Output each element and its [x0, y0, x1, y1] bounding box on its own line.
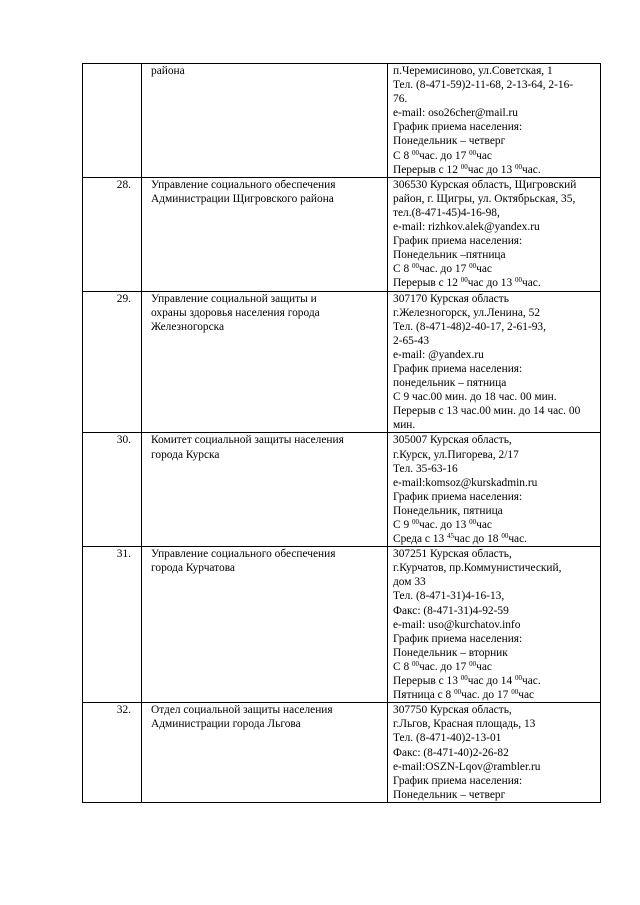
- contact-text: e-mail:komsoz@kurskadmin.ru: [393, 476, 538, 489]
- agency-name-line: Управление социального обеспечения: [151, 548, 336, 561]
- contact-text: С 8: [393, 149, 412, 162]
- contact-line: [393, 334, 597, 348]
- contact-text: Среда с 13: [393, 533, 448, 546]
- agency-name-cell: [142, 433, 388, 547]
- contact-line: [393, 760, 597, 774]
- contact-line: [393, 404, 597, 418]
- contact-info-cell: [388, 703, 601, 803]
- contact-line: [393, 192, 597, 206]
- contact-line: [393, 390, 597, 404]
- agency-name-cell: [142, 291, 388, 433]
- agency-name-cell: [142, 64, 388, 178]
- contact-text: График приема населения:: [393, 235, 523, 248]
- agency-name-line: Железногорска: [151, 320, 225, 333]
- minutes-superscript: 00: [469, 262, 477, 271]
- contact-text: 307251 Курская область,: [393, 548, 512, 561]
- contact-line: [393, 490, 597, 504]
- minutes-superscript: 00: [469, 659, 477, 668]
- contact-line: [393, 178, 597, 192]
- contact-text: Тел. (8-471-59)2-11-68, 2-13-64, 2-16-: [393, 79, 574, 92]
- contact-text: час: [476, 263, 492, 276]
- contact-line: [393, 589, 597, 603]
- agency-name-cell: [142, 703, 388, 803]
- contact-text: тел.(8-471-45)4-16-98,: [393, 206, 500, 219]
- contact-text: e-mail: @yandex.ru: [393, 348, 484, 361]
- contact-text: С 8: [393, 660, 412, 673]
- contact-line: [393, 717, 597, 731]
- contact-text: Тел. (8-471-31)4-16-13,: [393, 590, 505, 603]
- row-number: [83, 64, 142, 178]
- contact-text: График приема населения:: [393, 121, 523, 134]
- minutes-superscript: 00: [412, 262, 419, 271]
- table-row: [83, 433, 601, 547]
- contact-text: час. до 17: [461, 689, 512, 702]
- minutes-superscript: 00: [515, 674, 523, 683]
- contact-text: час. до 17: [419, 660, 470, 673]
- social-services-table: [82, 63, 601, 803]
- contact-text: час.: [522, 163, 541, 176]
- contact-text: понедельник – пятница: [393, 377, 507, 390]
- minutes-superscript: 00: [501, 532, 509, 541]
- contact-line: [393, 220, 597, 234]
- contact-text: час до 13: [467, 277, 516, 290]
- table-row: [83, 703, 601, 803]
- contact-line: [393, 518, 597, 532]
- contact-line: [393, 306, 597, 320]
- minutes-superscript: 00: [469, 148, 477, 157]
- contact-text: Перерыв с 12: [393, 277, 461, 290]
- contact-line: [393, 448, 597, 462]
- agency-name-line: Комитет социальной защиты населения: [151, 434, 344, 447]
- agency-name-line: Управление социального обеспечения: [151, 178, 336, 191]
- table-row: [83, 291, 601, 433]
- contact-text: час до 13: [467, 163, 516, 176]
- contact-line: [393, 746, 597, 760]
- contact-line: [393, 92, 597, 106]
- contact-text: 76.: [393, 93, 408, 106]
- contact-line: [393, 774, 597, 788]
- contact-text: час: [476, 519, 492, 531]
- contact-line: [393, 532, 597, 546]
- contact-text: Факс: (8-471-40)2-26-82: [393, 746, 509, 759]
- contact-line: [393, 234, 597, 248]
- contact-line: [393, 674, 597, 688]
- contact-line: [393, 78, 597, 92]
- contact-line: [393, 660, 597, 674]
- contact-text: График приема населения:: [393, 490, 523, 503]
- contact-line: [393, 575, 597, 589]
- table-row: [83, 64, 601, 178]
- contact-text: район, г. Щигры, ул. Октябрьская, 35,: [393, 192, 576, 205]
- agency-name-line: Отдел социальной защиты населения: [151, 704, 333, 717]
- contact-text: 307750 Курская область,: [393, 704, 512, 717]
- contact-text: г.Курчатов, пр.Коммунистический,: [393, 562, 562, 575]
- minutes-superscript: 00: [460, 276, 468, 285]
- contact-line: [393, 262, 597, 276]
- row-number: 28.: [83, 177, 142, 291]
- contact-text: п.Черемисиново, ул.Советская, 1: [393, 65, 553, 77]
- contact-line: [393, 276, 597, 290]
- table-body: [83, 64, 601, 803]
- contact-text: мин.: [393, 419, 416, 432]
- row-number: 31.: [83, 547, 142, 703]
- contact-line: [393, 206, 597, 220]
- contact-line: [393, 646, 597, 660]
- contact-info-cell: [388, 64, 601, 178]
- contact-text: Понедельник – вторник: [393, 646, 508, 659]
- agency-name-line: охраны здоровья населения города: [151, 306, 320, 319]
- minutes-superscript: 00: [515, 276, 523, 285]
- contact-text: e-mail: oso26cher@mail.ru: [393, 107, 518, 120]
- contact-info-cell: [388, 547, 601, 703]
- contact-text: час: [476, 149, 492, 162]
- row-number: 30.: [83, 433, 142, 547]
- contact-text: С 9: [393, 519, 412, 531]
- contact-text: час: [518, 689, 535, 702]
- minutes-superscript: 00: [412, 518, 419, 526]
- contact-text: С 9 час.00 мин. до 18 час. 00 мин.: [393, 391, 557, 404]
- contact-line: [393, 348, 597, 362]
- contact-line: [393, 120, 597, 134]
- contact-line: [393, 433, 597, 447]
- contact-line: [393, 248, 597, 262]
- contact-text: 306530 Курская область, Щигровский: [393, 178, 577, 191]
- contact-text: e-mail:OSZN-Lqov@rambler.ru: [393, 760, 541, 773]
- agency-name-line: района: [151, 65, 185, 77]
- contact-text: Тел. 35-63-16: [393, 462, 458, 475]
- contact-text: Понедельник, пятница: [393, 504, 503, 517]
- minutes-superscript: 00: [511, 688, 519, 697]
- contact-line: [393, 64, 597, 78]
- minutes-superscript: 00: [454, 688, 462, 697]
- contact-text: 2-65-43: [393, 334, 430, 347]
- contact-text: e-mail: rizhkov.alek@yandex.ru: [393, 221, 540, 234]
- contact-text: Понедельник – четверг: [393, 135, 506, 148]
- contact-line: [393, 703, 597, 717]
- contact-line: [393, 362, 597, 376]
- contact-text: час до 18: [454, 533, 502, 546]
- agency-name-line: Администрации города Льгова: [151, 718, 301, 731]
- contact-text: Понедельник –пятница: [393, 249, 506, 262]
- contact-text: Перерыв с 13: [393, 675, 461, 688]
- minutes-superscript: 00: [469, 518, 477, 526]
- contact-info-cell: [388, 433, 601, 547]
- contact-line: [393, 504, 597, 518]
- contact-line: [393, 149, 597, 163]
- contact-text: час.: [522, 675, 541, 688]
- agency-name-line: города Курска: [151, 448, 220, 461]
- contact-text: Перерыв с 13 час.00 мин. до 14 час. 00: [393, 405, 581, 418]
- contact-line: [393, 376, 597, 390]
- contact-info-cell: [388, 177, 601, 291]
- contact-line: [393, 320, 597, 334]
- agency-name-line: города Курчатова: [151, 562, 235, 575]
- contact-text: Пятница с 8: [393, 689, 455, 702]
- agency-name-cell: [142, 177, 388, 291]
- contact-text: С 8: [393, 263, 412, 276]
- minutes-superscript: 00: [515, 162, 523, 171]
- contact-text: 305007 Курская область,: [393, 434, 512, 447]
- agency-name-cell: [142, 547, 388, 703]
- contact-line: [393, 604, 597, 618]
- minutes-superscript: 00: [412, 148, 419, 157]
- contact-text: График приема населения:: [393, 362, 523, 375]
- contact-text: Понедельник – четверг: [393, 788, 506, 801]
- contact-text: 307170 Курская область: [393, 292, 509, 305]
- contact-line: [393, 688, 597, 702]
- contact-line: [393, 462, 597, 476]
- contact-line: [393, 134, 597, 148]
- minutes-superscript: 00: [460, 674, 468, 683]
- contact-text: час: [476, 660, 492, 673]
- contact-line: [393, 632, 597, 646]
- contact-text: Тел. (8-471-48)2-40-17, 2-61-93,: [393, 320, 546, 333]
- contact-text: г.Льгов, Красная площадь, 13: [393, 718, 536, 731]
- contact-line: [393, 547, 597, 561]
- contact-line: [393, 476, 597, 490]
- contact-text: час.: [508, 533, 528, 546]
- contact-text: час. до 17: [419, 149, 470, 162]
- contact-text: График приема населения:: [393, 774, 523, 787]
- contact-text: час до 14: [467, 675, 516, 688]
- contact-text: График приема населения:: [393, 632, 523, 645]
- table-row: [83, 177, 601, 291]
- agency-name-line: Администрации Щигровского района: [151, 192, 334, 205]
- contact-line: [393, 561, 597, 575]
- contact-info-cell: [388, 291, 601, 433]
- contact-line: [393, 618, 597, 632]
- contact-text: час. до 17: [419, 263, 470, 276]
- contact-line: [393, 731, 597, 745]
- contact-text: дом 33: [393, 576, 426, 589]
- contact-line: [393, 163, 597, 177]
- minutes-superscript: 00: [412, 659, 419, 668]
- minutes-superscript: 00: [460, 162, 468, 171]
- minutes-superscript: 45: [447, 532, 455, 541]
- contact-line: [393, 418, 597, 432]
- contact-line: [393, 106, 597, 120]
- table-row: [83, 547, 601, 703]
- contact-line: [393, 788, 597, 802]
- row-number: 29.: [83, 291, 142, 433]
- contact-text: час.: [522, 277, 541, 290]
- contact-text: e-mail: uso@kurchatov.info: [393, 618, 521, 631]
- agency-name-line: Управление социальной защиты и: [151, 292, 317, 305]
- contact-text: г.Железногорск, ул.Ленина, 52: [393, 306, 541, 319]
- contact-text: Факс: (8-471-31)4-92-59: [393, 604, 509, 617]
- row-number: 32.: [83, 703, 142, 803]
- contact-text: Перерыв с 12: [393, 163, 461, 176]
- contact-text: г.Курск, ул.Пигорева, 2/17: [393, 448, 519, 461]
- contact-text: Тел. (8-471-40)2-13-01: [393, 732, 502, 745]
- contact-text: час. до 13: [419, 519, 470, 531]
- contact-line: [393, 292, 597, 306]
